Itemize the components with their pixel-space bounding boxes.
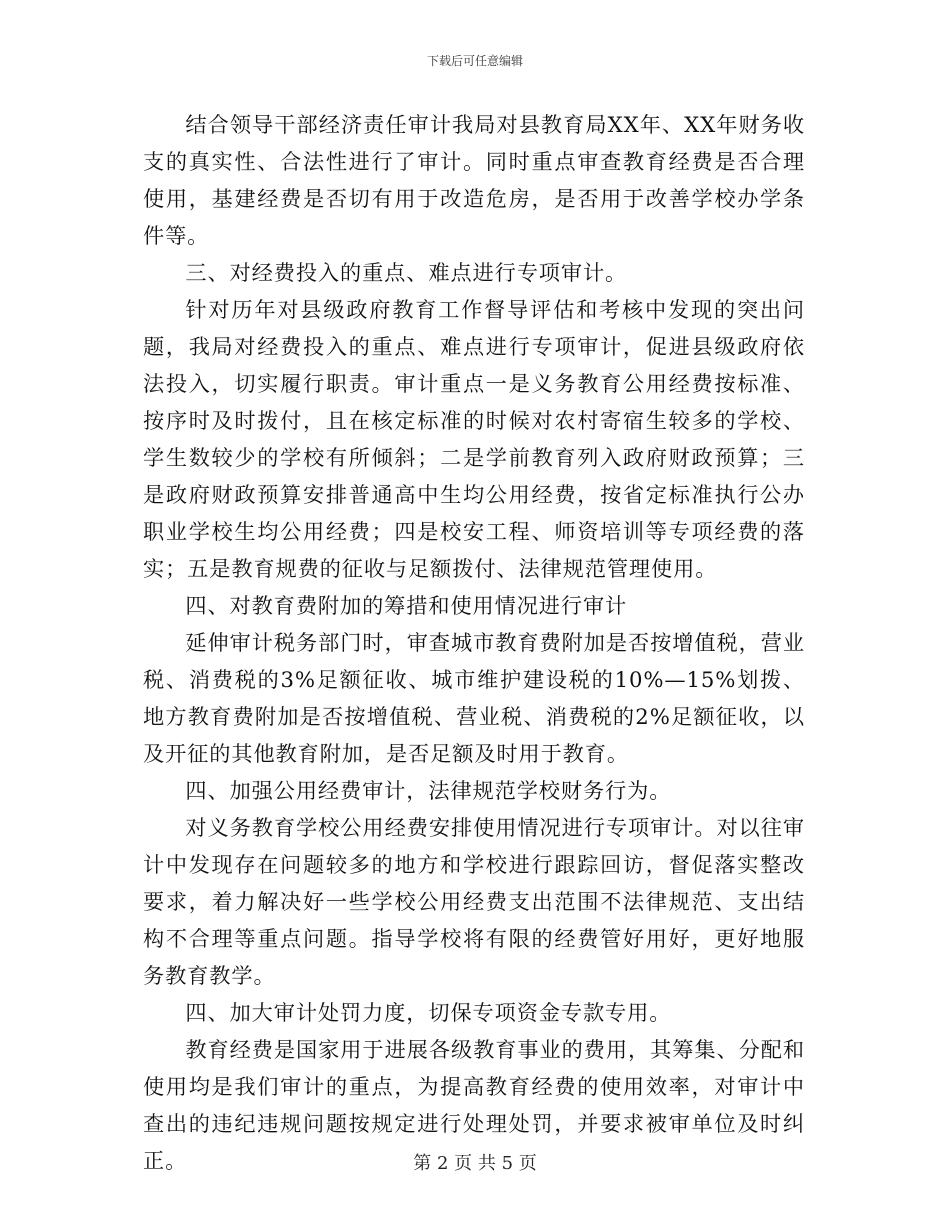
section-heading-4a: 四、对教育费附加的筹措和使用情况进行审计 bbox=[185, 593, 628, 618]
document-body bbox=[143, 106, 805, 1179]
paragraph-1: 结合领导干部经济责任审计我局对县教育局XX年、XX年财务收支的真实性、合法性进行了审计。同时重点审查教育经费是否合理使用，基建经费是否切有用于改造危房，是否用于改善学校办学条件等。 bbox=[143, 112, 805, 248]
section-heading-4b: 四、加强公用经费审计，法律规范学校财务行为。 bbox=[185, 778, 672, 803]
paragraph-5: 教育经费是国家用于进展各级教育事业的费用，其筹集、分配和使用均是我们审计的重点，为提高教育经费的使用效率，对审计中查出的违纪违规问题按规定进行处理处罚，并要求被审单位及时纠正。 bbox=[143, 1037, 805, 1173]
page-header: 下载后可任意编辑 bbox=[426, 54, 523, 68]
page-number-text: 第 2 页 共 5 页 bbox=[413, 1153, 537, 1174]
paragraph-3: 延伸审计税务部门时，审查城市教育费附加是否按增值税，营业税、消费税的3%足额征收、城市维护建设税的10%—15%划拨、地方教育费附加是否按增值税、营业税、消费税的2%足额征收，以及开征的其他教育附加，是否足额及时用于教育。 bbox=[143, 630, 805, 766]
paragraph-2: 针对历年对县级政府教育工作督导评估和考核中发现的突出问题，我局对经费投入的重点、难点进行专项审计，促进县级政府依法投入，切实履行职责。审计重点一是义务教育公用经费按标准、按序时及时拨付，且在核定标准的时候对农村寄宿生较多的学校、学生数较少的学校有所倾斜；二是学前教育列入政府财政预算；三是政府财政预算安排普通高中生均公用经费，按省定标准执行公办职业学校生均公用经费；四是校安工程、师资培训等专项经费的落实；五是教育规费的征收与足额拨付、法律规范管理使用。 bbox=[143, 297, 805, 581]
paragraph-4: 对义务教育学校公用经费安排使用情况进行专项审计。对以往审计中发现存在问题较多的地方和学校进行跟踪回访，督促落实整改要求，着力解决好一些学校公用经费支出范围不法律规范、支出结构不合理等重点问题。指导学校将有限的经费管好用好，更好地服务教育教学。 bbox=[143, 815, 805, 988]
section-heading-3: 三、对经费投入的重点、难点进行专项审计。 bbox=[185, 260, 628, 285]
page-number-footer bbox=[0, 1152, 950, 1176]
section-heading-4c: 四、加大审计处罚力度，切保专项资金专款专用。 bbox=[185, 1000, 672, 1025]
